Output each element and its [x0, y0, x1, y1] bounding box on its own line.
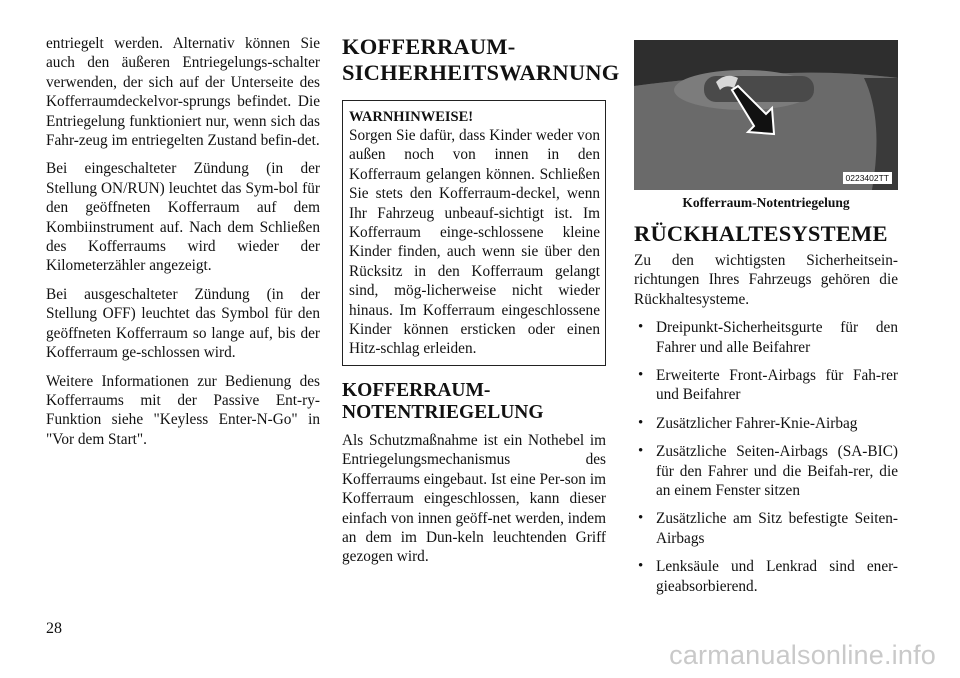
paragraph: entriegelt werden. Alternativ können Sie auch den äußeren Entriegelungs-schalter verwenden, der sich auf der Unterseite des Kofferraumdeckelvor-sprungs befindet. Die Entriegelung funktioniert nur, wenn sich das Fahr-zeug im entriegelten Zustand befin-det.: [46, 35, 320, 150]
paragraph: Bei ausgeschalteter Zündung (in der Stellung OFF) leuchtet das Symbol für den geöffneten Kofferraum so lange auf, bis der Kofferraum ge-schlossen wird.: [46, 285, 320, 362]
paragraph: Weitere Informationen zur Bedienung des Kofferraums mit der Passive Ent-ry-Funktion siehe "Keyless Enter-N-Go" in "Vor dem Start".: [46, 372, 320, 448]
section-heading: RÜCKHALTESYSTEME: [634, 221, 888, 246]
paragraph: Als Schutzmaßnahme ist ein Nothebel im Entriegelungsmechanismus des Kofferraums eingebaut. Ist eine Per-son im Kofferraum eingeschlossen, kann dieser einfach von innen geöff-net werden, indem an dem im Dun-keln leuchtenden Griff gezogen wird.: [342, 431, 606, 566]
bullet-icon: •: [638, 558, 644, 575]
trunk-illustration: [634, 40, 898, 190]
warning-text: Sorgen Sie dafür, dass Kinder weder von außen noch von innen in den Kofferraum gelangen können. Schließen Sie stets den Kofferraum-deckel, wenn Ihr Fahrzeug unbeauf-sichtigt ist. Im Kofferraum einge-schlossene kleine Kinder finden, auch wenn sie über den Rücksitz in den Kofferraum gelangt sind, mög-licherweise nicht wieder hinaus. Im Kofferraum eingeschlossene Kinder können ersticken oder einen Hitz-schlag erleiden.: [349, 127, 600, 358]
bullet-list: [634, 318, 898, 596]
trunk-release-photo: [634, 40, 898, 190]
column-right: [634, 34, 898, 605]
section-heading: KOFFERRAUM-SICHERHEITSWARNUNG: [342, 34, 620, 85]
list-item: • Zusätzliche am Sitz befestigte Seiten-Airbags: [638, 510, 898, 547]
list-item: • Zusätzlicher Fahrer-Knie-Airbag: [638, 414, 858, 432]
bullet-icon: •: [638, 367, 644, 384]
bullet-icon: •: [638, 510, 644, 527]
list-item: • Zusätzliche Seiten-Airbags (SA-BIC) für den Fahrer und die Beifah-rer, die an einem Fenster sitzen: [638, 443, 898, 500]
bullet-icon: •: [638, 443, 644, 460]
list-item: • Lenksäule und Lenkrad sind ener-gieabsorbierend.: [638, 558, 898, 595]
bullet-icon: •: [638, 319, 644, 336]
paragraph: Zu den wichtigsten Sicherheitsein-richtungen Ihres Fahrzeugs gehören die Rückhaltesysteme.: [634, 252, 898, 308]
warning-box: [342, 100, 606, 366]
bullet-icon: •: [638, 414, 644, 431]
figure-caption: Kofferraum-Notentriegelung: [682, 195, 850, 210]
image-code: 0223402TT: [843, 172, 892, 184]
paragraph: Bei eingeschalteter Zündung (in der Stellung ON/RUN) leuchtet das Sym-bol für den geöffneten Kofferraum auf dem Kombiinstrument auf. Nach dem Schließen des Kofferraums wird wieder der Kilometerzähler angezeigt.: [46, 160, 320, 275]
warning-title: WARNHINWEISE!: [349, 109, 474, 125]
column-left: [46, 34, 320, 458]
list-item: • Dreipunkt-Sicherheitsgurte für den Fahrer und alle Beifahrer: [638, 319, 898, 356]
list-item: • Erweiterte Front-Airbags für Fah-rer und Beifahrer: [638, 367, 898, 404]
subsection-heading: KOFFERRAUM-NOTENTRIEGELUNG: [342, 379, 544, 424]
column-middle: [342, 34, 620, 576]
page-number: 28: [46, 620, 62, 637]
watermark: carmanualsonline.info: [669, 640, 936, 670]
